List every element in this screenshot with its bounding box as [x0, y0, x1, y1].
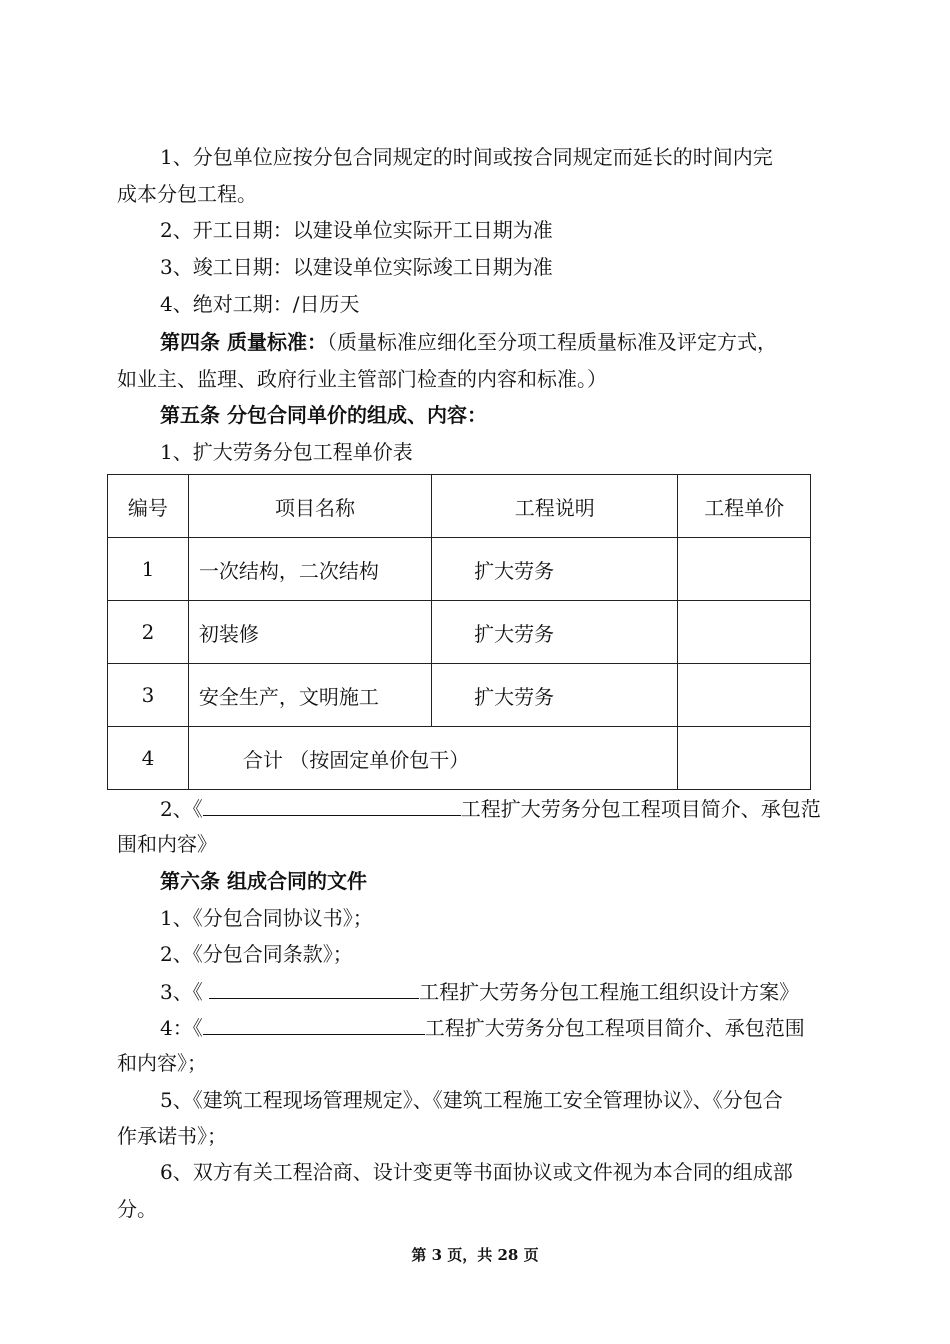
unit-price-table: [107, 474, 811, 790]
article-4-heading: 第四条 质量标准：: [160, 330, 327, 354]
cell-no: 1: [108, 538, 189, 601]
doc-item-4-prefix: 4：《: [160, 1016, 203, 1040]
table-caption: 1、扩大劳务分包工程单价表: [160, 440, 413, 464]
article-5-heading: 第五条 分包合同单价的组成、内容：: [160, 403, 487, 427]
doc-item-5-cont: 作承诺书》；: [117, 1124, 227, 1148]
article-4-line1: [160, 329, 777, 355]
doc-item-1: 1、《分包合同协议书》；: [160, 906, 373, 930]
clause-1-line2: 成本分包工程。: [117, 182, 257, 206]
cell-no: 3: [108, 664, 189, 727]
cell-price: [678, 601, 811, 664]
appendix-prefix: 2、《: [160, 797, 203, 821]
total-label: 合计 （按固定单价包干）: [188, 727, 678, 790]
fill-in-blank: [203, 795, 461, 816]
clause-3: 3、竣工日期：以建设单位实际竣工日期为准: [160, 255, 553, 279]
doc-item-4: [160, 1014, 805, 1041]
cell-name: 一次结构，二次结构: [188, 538, 431, 601]
header-name: 项目名称: [188, 475, 431, 538]
clause-1-line1: 1、分包单位应按分包合同规定的时间或按合同规定而延长的时间内完: [160, 145, 773, 169]
clause-2: 2、开工日期：以建设单位实际开工日期为准: [160, 218, 553, 242]
cell-desc: 扩大劳务: [432, 664, 678, 727]
doc-item-3-prefix: 3、《: [160, 980, 210, 1004]
article-4-line2: 如业主、监理、政府行业主管部门检查的内容和标准。）: [117, 367, 607, 391]
cell-price: [678, 664, 811, 727]
doc-item-2: 2、《分包合同条款》；: [160, 942, 353, 966]
table-row: [108, 538, 811, 601]
header-no: 编号: [108, 475, 189, 538]
doc-item-3: [160, 978, 799, 1005]
table-row: [108, 664, 811, 727]
fill-in-blank: [203, 1014, 425, 1035]
header-desc: 工程说明: [432, 475, 678, 538]
appendix-line2: 围和内容》: [117, 832, 217, 856]
doc-item-6: 6、双方有关工程洽商、设计变更等书面协议或文件视为本合同的组成部: [160, 1160, 793, 1184]
cell-name: 初装修: [188, 601, 431, 664]
total-no: 4: [108, 727, 189, 790]
doc-item-5: 5、《建筑工程现场管理规定》、《建筑工程施工安全管理协议》、《分包合: [160, 1088, 783, 1112]
doc-item-6-cont: 分。: [117, 1197, 157, 1221]
doc-item-3-suffix: 工程扩大劳务分包工程施工组织设计方案》: [419, 980, 800, 1004]
cell-name: 安全生产，文明施工: [188, 664, 431, 727]
cell-desc: 扩大劳务: [432, 601, 678, 664]
article-4-text: （质量标准应细化至分项工程质量标准及评定方式，: [326, 330, 777, 354]
doc-item-4-suffix: 工程扩大劳务分包工程项目简介、承包范围: [424, 1016, 805, 1040]
appendix-suffix: 工程扩大劳务分包工程项目简介、承包范: [460, 797, 821, 821]
appendix-line1: [160, 795, 821, 822]
fill-in-blank: [209, 978, 419, 999]
cell-desc: 扩大劳务: [432, 538, 678, 601]
article-6-heading: 第六条 组成合同的文件: [160, 869, 367, 893]
header-price: 工程单价: [678, 475, 811, 538]
page-number-footer: 第 3 页，共 28 页: [411, 1246, 539, 1264]
total-price: [678, 727, 811, 790]
table-row: [108, 601, 811, 664]
cell-price: [678, 538, 811, 601]
clause-4: 4、绝对工期：/日历天: [160, 292, 360, 316]
cell-no: 2: [108, 601, 189, 664]
doc-item-4-cont: 和内容》；: [117, 1051, 207, 1075]
table-total-row: [108, 727, 811, 790]
table-header-row: [108, 475, 811, 538]
